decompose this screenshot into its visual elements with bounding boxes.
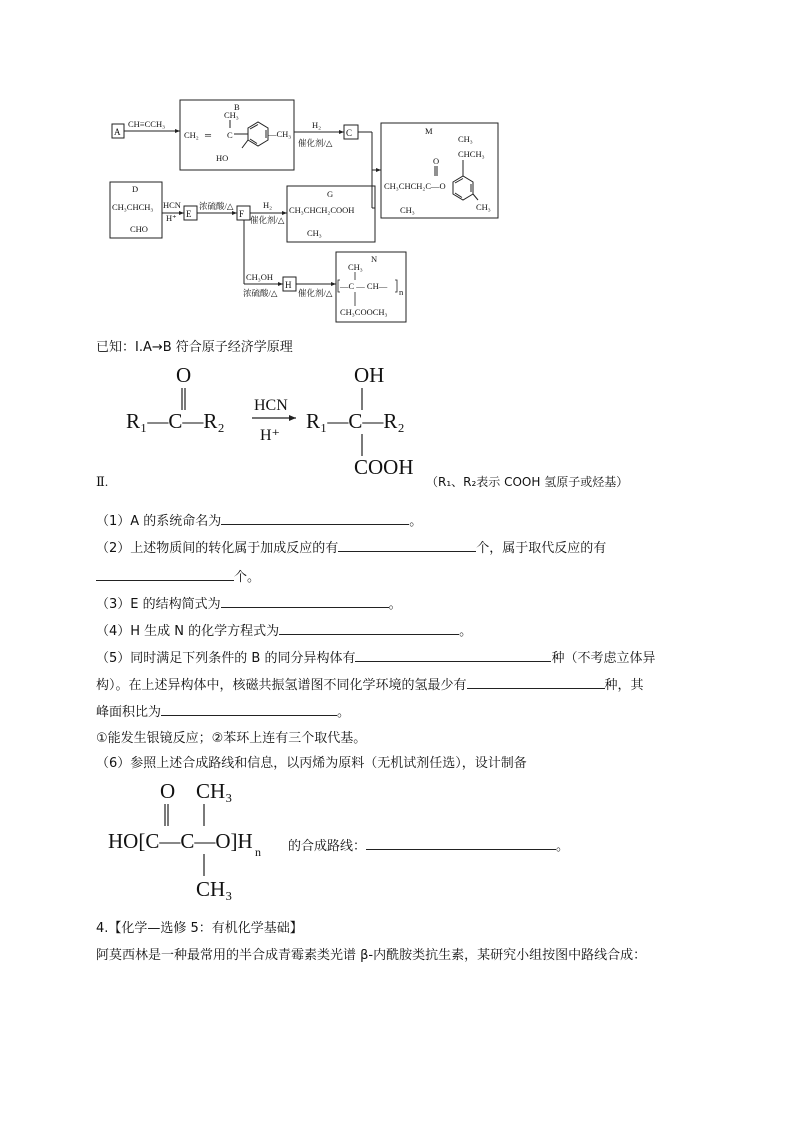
n-bottom: CH₃COOCH₃ <box>340 307 388 317</box>
q5-line1 <box>96 647 655 666</box>
label-n: N <box>371 254 378 264</box>
m-chch3: CHCH₃ <box>458 149 485 159</box>
h2-a: H₂ <box>312 120 322 130</box>
q6-end-text: 的合成路线： <box>288 839 367 854</box>
q5-conditions: ①能发生银镜反应；②苯环上连有三个取代基。 <box>96 731 367 746</box>
b-eq: ═ <box>205 130 212 140</box>
r2-cooh: COOH <box>354 455 414 479</box>
label-m: M <box>425 126 433 136</box>
q5-text-f: 。 <box>337 705 351 720</box>
r1-chain: R₁—C—R₂ <box>126 409 225 433</box>
g-line1: CH₃CHCH₂COOH <box>289 205 355 215</box>
known-hcn: HCN <box>254 397 288 414</box>
q3 <box>96 593 402 612</box>
ch3oh: CH₃OH <box>246 272 274 282</box>
m-chain: CH₃CHCH₂C—O <box>384 181 446 191</box>
m-ch3-top: CH₃ <box>458 134 473 144</box>
m-ch3-bottom: CH₃ <box>400 205 415 215</box>
known-reaction-ii <box>96 358 656 488</box>
reaction-scheme <box>100 90 491 330</box>
g-line2: CH₃ <box>307 228 322 238</box>
hplus-a: H⁺ <box>166 213 177 223</box>
d-line2: CHO <box>130 224 148 234</box>
poly-ch3-bottom: CH₃ <box>196 877 233 901</box>
poly-o: O <box>160 779 176 803</box>
known-intro: 已知：Ⅰ.A→B 符合原子经济学原理 <box>96 340 293 355</box>
q3-end: 。 <box>388 597 402 612</box>
m-ch3-ring: CH₃ <box>476 202 491 212</box>
label-c: C <box>346 128 353 138</box>
q5-hydrogen-kinds-blank[interactable] <box>467 674 605 689</box>
q1-text: （1）A 的系统命名为 <box>96 514 222 529</box>
q6-dot: 。 <box>556 839 570 854</box>
q2-line1 <box>96 537 606 556</box>
section4-body: 阿莫西林是一种最常用的半合成青霉素类光谱 β-内酰胺类抗生素，某研究小组按图中路线合成： <box>96 948 647 963</box>
q1-end: 。 <box>409 514 423 529</box>
label-g: G <box>327 189 334 199</box>
label-d: D <box>132 184 139 194</box>
q4-end: 。 <box>459 624 473 639</box>
label-a: A <box>114 127 121 137</box>
r1-o: O <box>176 363 192 387</box>
q2-text-b: 个，属于取代反应的有 <box>476 541 607 556</box>
q5-peak-ratio-blank[interactable] <box>161 701 337 716</box>
r2-oh: OH <box>354 363 385 387</box>
label-h: H <box>285 280 292 290</box>
q4-text: （4）H 生成 N 的化学方程式为 <box>96 624 280 639</box>
q6-end-line <box>288 835 569 854</box>
conc-h2so4-a: 浓硫酸/△ <box>199 201 234 211</box>
b-ch3-right: —CH₃ <box>268 129 292 139</box>
conc-h2so4-b: 浓硫酸/△ <box>243 288 278 298</box>
q2-text-a: （2）上述物质间的转化属于加成反应的有 <box>96 541 339 556</box>
q1-answer-blank[interactable] <box>221 510 409 525</box>
b-ch3-top: CH₃ <box>224 110 239 120</box>
q3-text: （3）E 的结构简式为 <box>96 597 221 612</box>
poly-n: n <box>255 845 261 859</box>
q1 <box>96 510 422 529</box>
q2-line2 <box>96 566 260 585</box>
n-sub: n <box>399 287 404 297</box>
q5-text-a: （5）同时满足下列条件的 B 的同分异构体有 <box>96 651 356 666</box>
m-o: O <box>433 156 440 166</box>
q2-substitution-blank[interactable] <box>96 566 234 581</box>
section4-title: 4.【化学—选修 5：有机化学基础】 <box>96 921 303 936</box>
cat-c: 催化剂/△ <box>298 288 333 298</box>
b-ch2: CH₂ <box>184 130 199 140</box>
label-e: E <box>186 209 192 219</box>
q5-line3 <box>96 701 350 720</box>
cat-b: 催化剂/△ <box>250 215 285 225</box>
q5-line2 <box>96 674 644 693</box>
d-line1: CH₃CHCH₃ <box>112 202 154 212</box>
label-b: B <box>234 102 240 112</box>
r2-chain: R₁—C—R₂ <box>306 409 405 433</box>
q2-text-c: 个。 <box>234 570 261 585</box>
q4-answer-blank[interactable] <box>279 620 459 635</box>
q5-text-c: 构）。在上述异构体中，核磁共振氢谱图不同化学环境的氢最少有 <box>96 678 467 693</box>
label-f: F <box>239 209 245 219</box>
q5-text-e: 峰面积比为 <box>96 705 162 720</box>
q6: （6）参照上述合成路线和信息，以丙烯为原料（无机试剂任选），设计制备 <box>96 756 527 771</box>
roman-ii: Ⅱ. <box>96 474 109 489</box>
known-hplus: H⁺ <box>260 427 280 444</box>
target-polymer <box>104 776 304 906</box>
b-c: C <box>227 130 233 140</box>
q3-answer-blank[interactable] <box>221 593 389 608</box>
q5-text-d: 种，其 <box>604 678 644 693</box>
n-chain: —C — CH— <box>340 281 388 291</box>
h2-b: H₂ <box>263 200 273 210</box>
known-note: （R₁、R₂表示 COOH 氢原子或烃基） <box>426 475 629 489</box>
q5-text-b: 种（不考虑立体异 <box>551 651 656 666</box>
b-ho: HO <box>216 153 229 163</box>
q5-isomer-count-blank[interactable] <box>355 647 551 662</box>
q4 <box>96 620 472 639</box>
poly-chain: HO[C—C—O]H <box>108 829 253 853</box>
q2-addition-blank[interactable] <box>338 537 476 552</box>
hcn-a: HCN <box>163 200 181 210</box>
reagent-propyne: CH≡CCH₃ <box>128 119 166 129</box>
q6-route-blank[interactable] <box>366 835 556 850</box>
poly-ch3-top: CH₃ <box>196 779 233 803</box>
cat-a: 催化剂/△ <box>298 138 333 148</box>
n-ch3: CH₃ <box>348 262 363 272</box>
